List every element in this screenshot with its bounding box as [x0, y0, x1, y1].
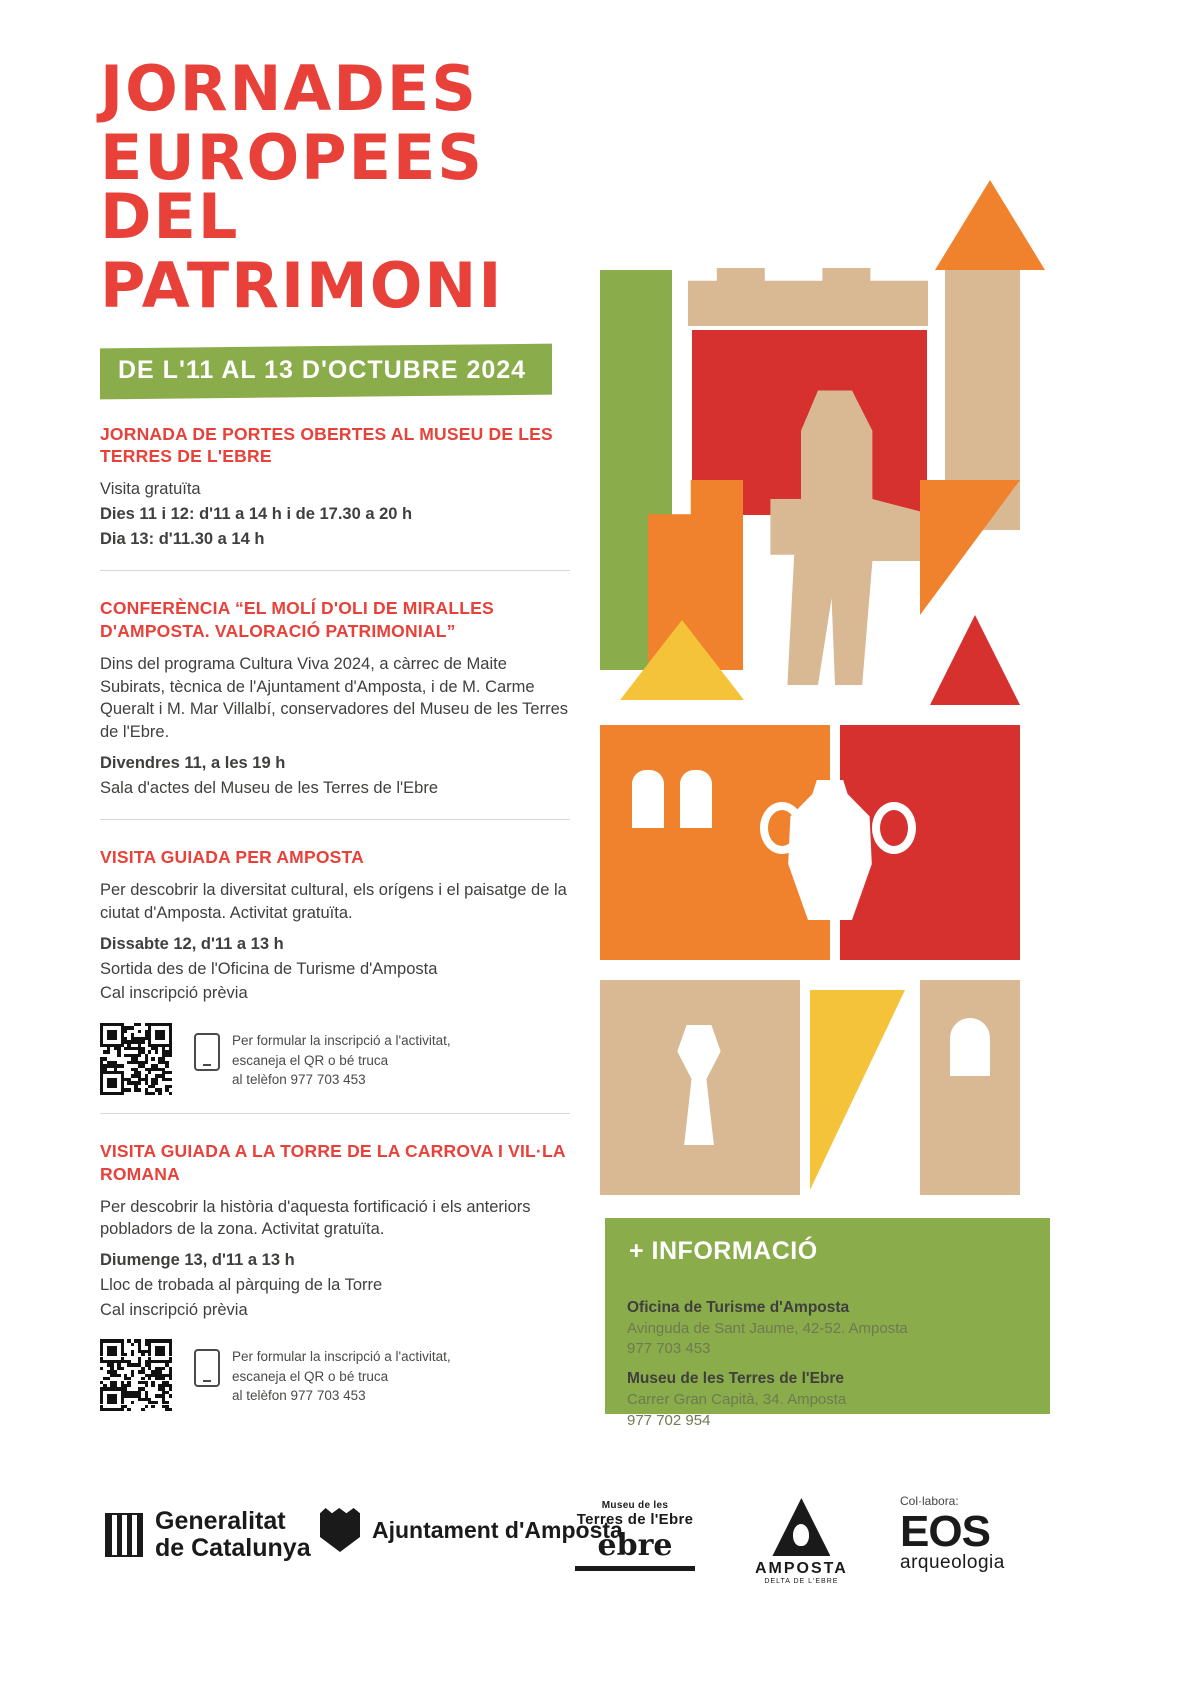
logo-museu: [575, 1500, 695, 1571]
qr-instruction-line: al telèfon 977 703 453: [232, 1072, 366, 1088]
title-line-2: EUROPEES DEL: [100, 120, 484, 253]
logo-amposta: [755, 1498, 848, 1585]
date-banner-label: DE L'11 AL 13 D'OCTUBRE 2024: [118, 355, 527, 384]
qr-instruction-line: al telèfon 977 703 453: [232, 1388, 366, 1404]
ajuntament-label: Ajuntament d'Amposta: [372, 1516, 623, 1543]
qr-row: [100, 1023, 570, 1095]
section-line: Dies 11 i 12: d'11 a 14 h i de 17.30 a 20 h: [100, 504, 413, 523]
amphora-handle-right: [872, 802, 916, 854]
qr-instruction-line: escaneja el QR o bé truca: [232, 1368, 389, 1384]
section-line: Cal inscripció prèvia: [100, 1300, 248, 1319]
qr-instructions: [232, 1347, 451, 1406]
generalitat-bars-icon: [105, 1513, 143, 1557]
section-heading: JORNADA DE PORTES OBERTES AL MUSEU DE LES TERRES DE L'EBRE: [100, 423, 553, 467]
date-banner: [100, 343, 552, 399]
section-conferencia: [100, 597, 570, 820]
amposta-name: AMPOSTA: [755, 1560, 848, 1577]
block-tan-arch: [920, 980, 1020, 1195]
eos-name: EOS: [900, 1507, 990, 1556]
triangle-orange-right: [920, 480, 1020, 615]
info-entry-address: Avinguda de Sant Jaume, 42-52. Amposta: [627, 1319, 908, 1337]
info-entry: [627, 1369, 1030, 1430]
generalitat-line-1: Generalitat: [155, 1507, 286, 1535]
section-line: Sortida des de l'Oficina de Turisme d'Amposta: [100, 959, 438, 978]
castle-illustration: [600, 180, 1060, 1220]
section-line: Sala d'actes del Museu de les Terres de l'Ebre: [100, 778, 439, 797]
battlement-tan: [688, 268, 928, 326]
info-entry-phone: 977 702 954: [627, 1411, 711, 1429]
section-visita-amposta: [100, 846, 570, 1114]
left-column: [100, 52, 570, 1429]
section-line: Divendres 11, a les 19 h: [100, 753, 286, 772]
window-left: [632, 770, 664, 828]
info-entry-phone: 977 703 453: [627, 1340, 711, 1358]
qr-instruction-line: escaneja el QR o bé truca: [232, 1052, 389, 1068]
roof-triangle-orange: [935, 180, 1045, 270]
generalitat-text: [155, 1508, 311, 1562]
page-title: [100, 52, 570, 322]
section-line: Diumenge 13, d'11 a 13 h: [100, 1251, 295, 1270]
logo-generalitat: [105, 1508, 311, 1562]
section-line: Per descobrir la història d'aquesta fortificació i els anteriors pobladors de la zona. Activitat gratuïta.: [100, 1197, 531, 1239]
shield-icon: [320, 1508, 360, 1552]
triangle-yellow-bottom: [810, 990, 905, 1190]
eos-collab-label: Col·labora:: [900, 1494, 959, 1508]
amphora-handle-left: [760, 802, 804, 854]
amposta-mark-icon: [772, 1498, 830, 1556]
generalitat-line-2: de Catalunya: [155, 1534, 311, 1562]
qr-instruction-line: Per formular la inscripció a l'activitat,: [232, 1033, 451, 1049]
museu-mid-label: Terres de l'Ebre: [576, 1511, 694, 1528]
info-heading: + INFORMACIÓ: [605, 1218, 1050, 1284]
eos-sub: arqueologia: [900, 1552, 1005, 1573]
phone-icon: [194, 1033, 220, 1071]
section-heading: VISITA GUIADA A LA TORRE DE LA CARROVA I VIL·LA ROMANA: [100, 1141, 566, 1184]
info-box: [605, 1218, 1050, 1459]
qr-instruction-line: Per formular la inscripció a l'activitat,: [232, 1349, 451, 1365]
section-line: Lloc de trobada al pàrquing de la Torre: [100, 1275, 383, 1294]
info-entry-address: Carrer Gran Capità, 34. Amposta: [627, 1391, 847, 1409]
logo-eos: [900, 1494, 1005, 1574]
info-body: [605, 1284, 1050, 1459]
arch-window-icon: [950, 1018, 990, 1076]
section-heading: VISITA GUIADA PER AMPOSTA: [100, 847, 364, 868]
section-line: Per descobrir la diversitat cultural, els orígens i el paisatge de la ciutat d'Amposta. Activitat gratuïta.: [100, 881, 567, 922]
amposta-sub: DELTA DE L'EBRE: [764, 1578, 839, 1585]
section-line: Dia 13: d'11.30 a 14 h: [100, 529, 265, 548]
triangle-yellow-left: [620, 620, 744, 700]
info-entry-name: Oficina de Turisme d'Amposta: [627, 1299, 850, 1316]
section-portes-obertes: [100, 423, 570, 572]
info-entry: [627, 1298, 1030, 1359]
qr-code[interactable]: [100, 1023, 172, 1095]
info-entry-name: Museu de les Terres de l'Ebre: [627, 1370, 845, 1388]
museu-top-label: Museu de les: [601, 1500, 669, 1511]
phone-icon: [194, 1349, 220, 1387]
window-right: [680, 770, 712, 828]
section-line: Dins del programa Cultura Viva 2024, a càrrec de Maite Subirats, tècnica de l'Ajuntament d'Amposta, i de M. Carme Queralt i M. Mar Villalbí, conservadores del Museu de les Terres de l'Ebre.: [100, 654, 569, 742]
title-line-1: JORNADES: [100, 52, 478, 125]
qr-row: [100, 1339, 570, 1411]
triangle-red-right: [930, 615, 1020, 705]
section-heading: CONFERÈNCIA “EL MOLÍ D'OLI DE MIRALLES D'AMPOSTA. VALORACIÓ PATRIMONIAL”: [100, 598, 494, 642]
qr-code[interactable]: [100, 1339, 172, 1411]
title-line-3: PATRIMONI: [100, 248, 504, 322]
section-line: Cal inscripció prèvia: [100, 984, 248, 1003]
section-line: Visita gratuïta: [100, 480, 201, 499]
section-visita-torre: [100, 1140, 570, 1429]
museu-wordmark: ebre: [575, 1532, 695, 1571]
qr-instructions: [232, 1031, 451, 1090]
footer-logos: [0, 1490, 1200, 1610]
section-line: Dissabte 12, d'11 a 13 h: [100, 934, 284, 953]
